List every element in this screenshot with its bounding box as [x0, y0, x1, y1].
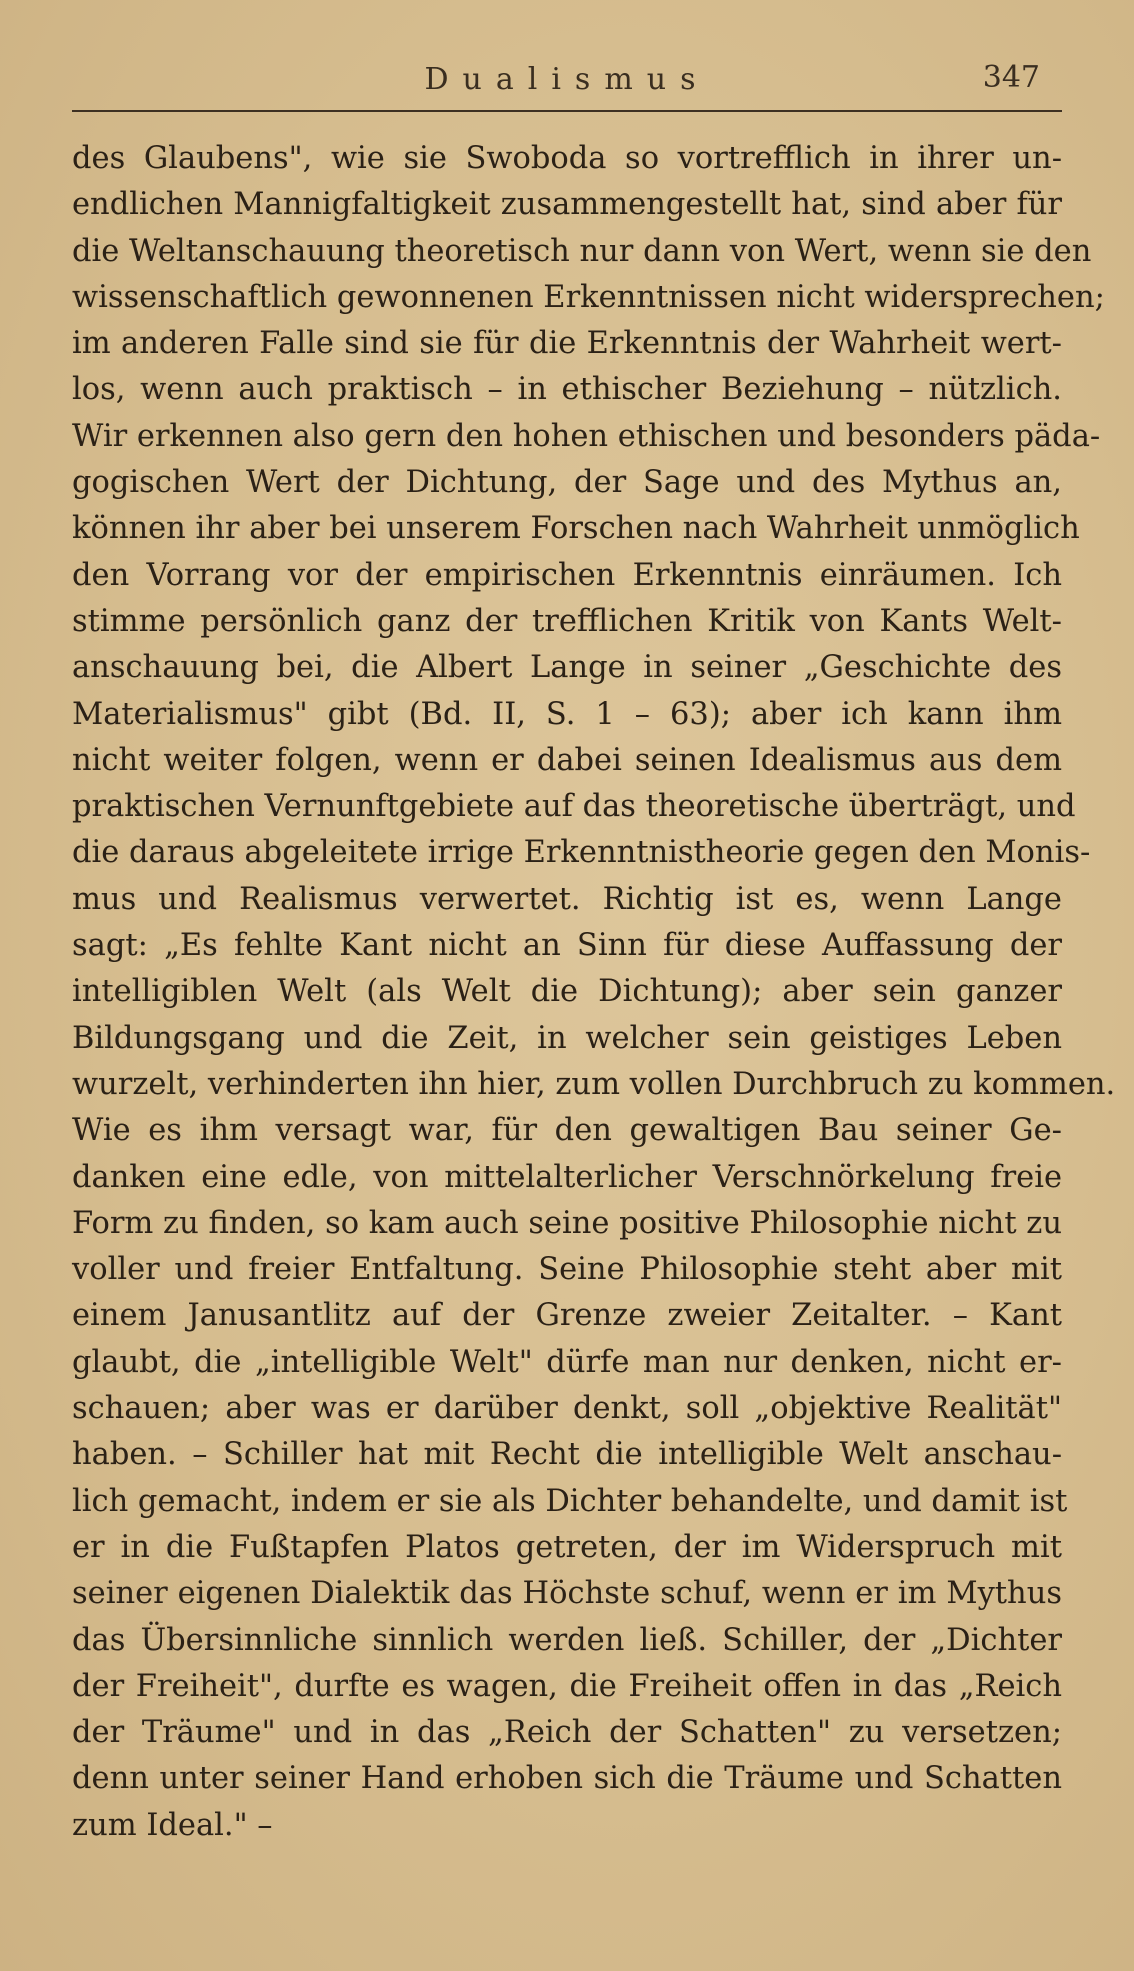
text-line: Bildungsgang und die Zeit, in welcher sein geistiges Leben: [72, 1020, 1062, 1056]
text-line: lich gemacht, indem er sie als Dichter behandelte, und damit ist: [72, 1483, 1068, 1519]
running-title: Dualismus: [424, 62, 710, 97]
text-line: haben. – Schiller hat mit Recht die intelligible Welt anschau-: [72, 1437, 1062, 1473]
text-line: Wie es ihm versagt war, für den gewaltigen Bau seiner Ge-: [72, 1113, 1062, 1149]
header-rule: [72, 110, 1062, 112]
text-line: gogischen Wert der Dichtung, der Sage und des Mythus an,: [72, 465, 1062, 501]
text-line: los, wenn auch praktisch – in ethischer Beziehung – nützlich.: [72, 372, 1062, 408]
body-text: [72, 136, 1116, 1849]
text-line: er in die Fußtapfen Platos getreten, der im Widerspruch mit: [72, 1529, 1062, 1565]
text-line: des Glaubens", wie sie Swoboda so vortrefflich in ihrer un-: [72, 141, 1062, 176]
text-line: zum Ideal." –: [72, 1807, 273, 1843]
text-line: nicht weiter folgen, wenn er dabei seinen Idealismus aus dem: [72, 742, 1062, 778]
text-line: schauen; aber was er darüber denkt, soll „objektive Realität": [72, 1391, 1062, 1427]
text-line: denn unter seiner Hand erhoben sich die Träume und Schatten: [72, 1761, 1062, 1797]
text-line: intelligiblen Welt (als Welt die Dichtung); aber sein ganzer: [72, 974, 1062, 1010]
text-line: glaubt, die „intelligible Welt" dürfe man nur denken, nicht er-: [72, 1344, 1062, 1380]
text-line: praktischen Vernunftgebiete auf das theoretische überträgt, und: [72, 789, 1076, 825]
text-line: sagt: „Es fehlte Kant nicht an Sinn für diese Auffassung der: [72, 928, 1062, 964]
text-line: können ihr aber bei unserem Forschen nach Wahrheit unmöglich: [72, 511, 1080, 547]
text-line: das Übersinnliche sinnlich werden ließ. Schiller, der „Dichter: [72, 1622, 1062, 1658]
text-line: danken eine edle, von mittelalterlicher Verschnörkelung freie: [72, 1159, 1062, 1195]
text-line: einem Janusantlitz auf der Grenze zweier Zeitalter. – Kant: [72, 1298, 1062, 1334]
page-header: [72, 58, 1062, 114]
text-line: anschauung bei, die Albert Lange in seiner „Geschichte des: [72, 650, 1062, 686]
page-number: 347: [982, 60, 1040, 95]
text-line: stimme persönlich ganz der trefflichen Kritik von Kants Welt-: [72, 603, 1062, 639]
text-line: den Vorrang vor der empirischen Erkenntnis einräumen. Ich: [72, 557, 1062, 593]
text-line: voller und freier Entfaltung. Seine Philosophie steht aber mit: [72, 1252, 1062, 1288]
text-line: Form zu finden, so kam auch seine positive Philosophie nicht zu: [72, 1205, 1062, 1241]
text-line: der Träume" und in das „Reich der Schatten" zu versetzen;: [72, 1715, 1062, 1751]
text-line: endlichen Mannigfaltigkeit zusammengestellt hat, sind aber für: [72, 187, 1062, 223]
text-line: die Weltanschauung theoretisch nur dann von Wert, wenn sie den: [72, 233, 1092, 269]
text-line: die daraus abgeleitete irrige Erkenntnistheorie gegen den Monis-: [72, 835, 1091, 871]
text-line: wissenschaftlich gewonnenen Erkenntnissen nicht widersprechen;: [72, 279, 1105, 315]
text-line: Wir erkennen also gern den hohen ethischen und besonders päda-: [72, 418, 1101, 454]
text-line: im anderen Falle sind sie für die Erkenntnis der Wahrheit wert-: [72, 326, 1062, 362]
text-line: seiner eigenen Dialektik das Höchste schuf, wenn er im Mythus: [72, 1576, 1062, 1612]
text-line: Materialismus" gibt (Bd. II, S. 1 – 63); aber ich kann ihm: [72, 696, 1062, 732]
text-line: wurzelt, verhinderten ihn hier, zum vollen Durchbruch zu kommen.: [72, 1066, 1116, 1102]
text-line: der Freiheit", durfte es wagen, die Freiheit offen in das „Reich: [72, 1668, 1062, 1704]
text-line: mus und Realismus verwertet. Richtig ist es, wenn Lange: [72, 881, 1062, 917]
